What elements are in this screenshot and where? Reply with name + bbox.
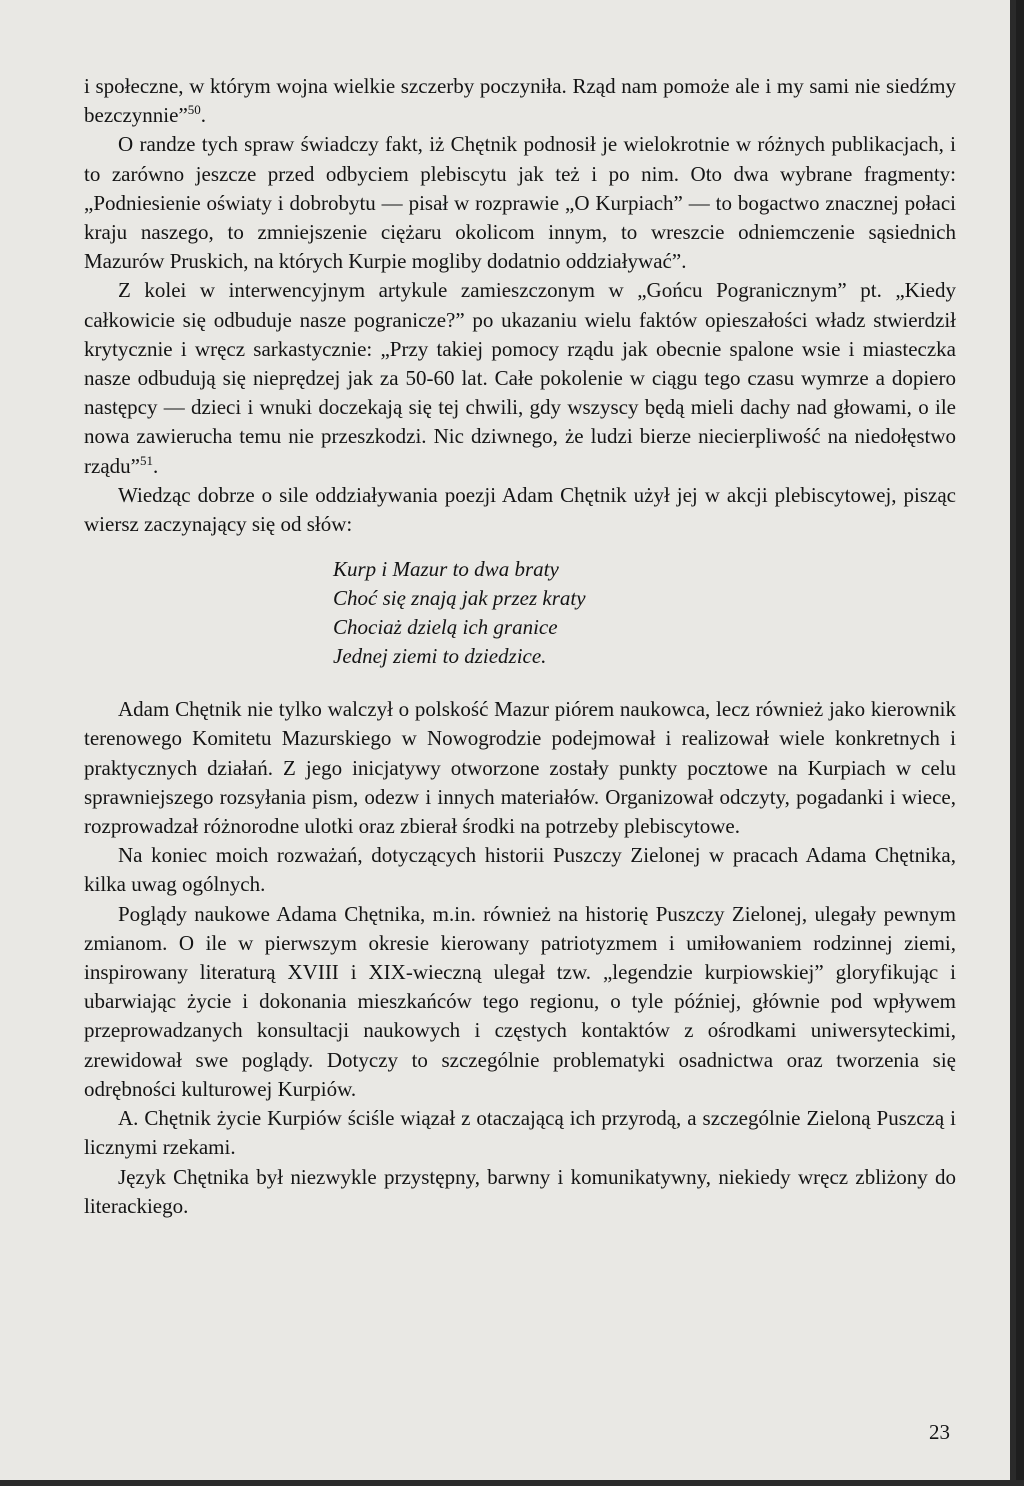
poem-line: Chociaż dzielą ich granice [333,615,558,640]
poem-line: Jednej ziemi to dziedzice. [333,644,547,669]
poem [333,555,956,671]
footnote-ref: 50 [187,102,201,118]
paragraph: Wiedząc dobrze o sile oddziaływania poezji Adam Chętnik użył jej w akcji plebiscytowej, pisząc wiersz zaczynający się od słów: [84,482,956,537]
paragraph: Na koniec moich rozważań, dotyczących historii Puszczy Zielonej w pracach Adama Chętnika, kilka uwag ogólnych. [84,843,956,897]
poem-line: Choć się znają jak przez kraty [333,586,586,611]
scan-edge [0,1480,1024,1486]
poem-line: Kurp i Mazur to dwa braty [333,557,559,582]
page-number: 23 [929,1420,950,1444]
footnote-ref: 51 [139,452,153,468]
paragraph: A. Chętnik życie Kurpiów ściśle wiązał z otaczającą ich przyrodą, a szczególnie Zieloną Puszczą i licznymi rzekami. [84,1106,956,1160]
paragraph: Adam Chętnik nie tylko walczył o polskość Mazur piórem naukowca, lecz również jako kierownik terenowego Komitetu Mazurskiego w Nowogrodzie podejmował i realizował wiele konkretnych i praktycznych działań. Z jego inicjatywy otworzone zostały punkty pocztowe na Kurpiach w celu sprawniejszego rozsyłania pism, odezw i innych materiałów. Organizował odczyty, pogadanki i wiece, rozprowadzał różnorodne ulotki oraz zbierał środki na potrzeby plebiscytowe. [84,697,956,839]
paragraph: Poglądy naukowe Adama Chętnika, m.in. również na historię Puszczy Zielonej, ulegały pewnym zmianom. O ile w pierwszym okresie kierowany patriotyzmem i umiłowaniem rodzinnej ziemi, inspirowany literaturą XVIII i XIX-wieczną ulegał tzw. „legendzie kurpiowskiej” gloryfikując i ubarwiając życie i dokonania mieszkańców tego regionu, o tyle później, głównie pod wpływem przeprowadzanych konsultacji naukowych i częstych kontaktów z ośrodkami uniwersyteckimi, zrewidował swe poglądy. Dotyczy to szczególnie problematyki osadnictwa oraz tworzenia się odrębności kulturowej Kurpiów. [84,901,956,1101]
paragraph: O randze tych spraw świadczy fakt, iż Chętnik podnosił je wielokrotnie w różnych publikacjach, i to zarówno jeszcze przed odbyciem plebiscytu jak też i po nim. Oto dwa wybrane fragmenty: „Podniesienie oświaty i dobrobytu — pisał w rozprawie „O Kurpiach” — to bogactwo znacznej połaci kraju naszego, to zmniejszenie ciężaru okolicom innym, to wreszcie odniemczenie sąsiednich Mazurów Pruskich, na których Kurpie mogliby dodatnio oddziaływać”. [84,132,956,274]
paragraph: Język Chętnika był niezwykle przystępny, barwny i komunikatywny, niekiedy wręcz zbliżony do literackiego. [84,1164,956,1218]
paragraph: i społeczne, w którym wojna wielkie szczerby poczyniła. Rząd nam pomoże ale i my sami nie siedźmy bezczynnie”$^{50}$. [84,74,956,128]
body-text [84,72,956,1221]
paragraph: Z kolei w interwencyjnym artykule zamieszczonym w „Gońcu Pogranicznym” pt. „Kiedy całkowicie się odbuduje nasze pogranicze?” po ukazaniu wielu faktów opieszałości władz stwierdził krytycznie i wręcz sarkastycznie: „Przy takiej pomocy rządu jak obecnie spalone wsie i miasteczka nasze odbudują się nieprędzej jak za 50-60 lat. Całe pokolenie w ciągu tego czasu wymrze a dopiero następcy — dzieci i wnuki doczekają się tej chwili, gdy wszyscy będą mieli dachy nad głowami, o ile nowa zawierucha temu nie przeszkodzi. Nic dziwnego, że ludzi bierze niecierpliwość na niedołęstwo rządu”$^{51}$. [84,278,956,478]
